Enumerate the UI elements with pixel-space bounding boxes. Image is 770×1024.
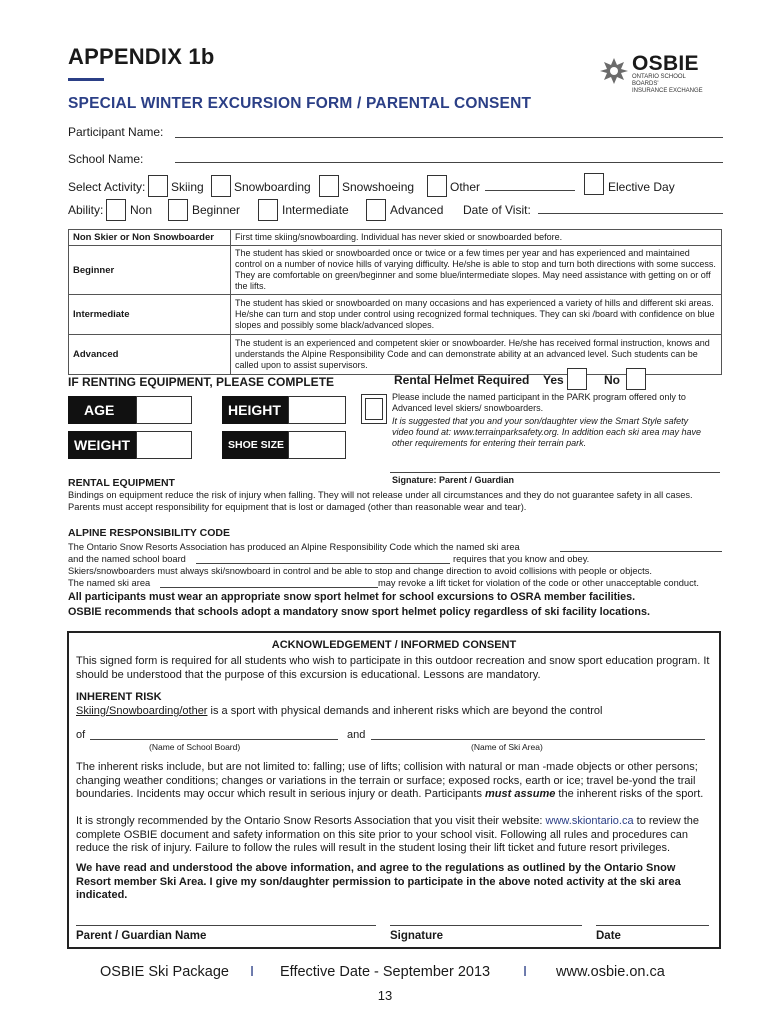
date-label: Date of Visit:: [463, 203, 531, 217]
ski-area-name-field[interactable]: [371, 739, 705, 740]
other-checkbox[interactable]: [427, 175, 447, 197]
footer-package: OSBIE Ski Package: [100, 964, 229, 980]
level-name: Intermediate: [69, 295, 231, 335]
alpine-line-2b: requires that you know and obey.: [453, 554, 590, 564]
height-label: HEIGHT: [222, 396, 288, 424]
shoe-size-label: SHOE SIZE: [222, 431, 288, 459]
table-row: [69, 246, 722, 295]
level-description: The student is an experienced and competent skier or snowboarder. He/she has received formal instruction, knows and understands the Alpine Responsibility Code and can demonstrate ability at an advanced level. Such students can be called upon to assist supervisors.: [231, 335, 722, 375]
parent-name-label: Parent / Guardian Name: [76, 930, 207, 942]
park-program-text: Please include the named participant in the PARK program offered only to Advanced level skiers/ snowboarders.: [392, 392, 686, 413]
weight-label: WEIGHT: [68, 431, 136, 459]
age-label: AGE: [68, 396, 136, 424]
skiing-label: Skiing: [171, 180, 204, 194]
ability-non-label: Non: [130, 203, 153, 217]
alpine-line-3: Skiers/snowboarders must always ski/snowboard in control and be able to stop and change direction to avoid collisions with people or objects.: [68, 566, 652, 576]
inherent-risk-rest: is a sport with physical demands and inherent risks which are beyond the control: [207, 705, 603, 717]
logo-subtitle: ONTARIO SCHOOL BOARDS' INSURANCE EXCHANGE: [632, 74, 703, 94]
helmet-label: Rental Helmet Required: [394, 373, 530, 387]
level-name: Beginner: [69, 246, 231, 295]
snowshoeing-label: Snowshoeing: [342, 180, 415, 194]
skiing-checkbox[interactable]: [148, 175, 168, 197]
alpine-line-4b: may revoke a lift ticket for violation of the code or other unacceptable conduct.: [378, 578, 699, 588]
alpine-code-heading: ALPINE RESPONSIBILITY CODE: [68, 527, 230, 539]
footer-effective-date: Effective Date - September 2013: [280, 964, 491, 980]
level-description: First time skiing/snowboarding. Individual has never skied or snowboarded before.: [231, 230, 722, 246]
renting-heading: IF RENTING EQUIPMENT, PLEASE COMPLETE: [68, 375, 335, 389]
ability-beginner-label: Beginner: [192, 203, 241, 217]
snowshoeing-checkbox[interactable]: [319, 175, 339, 197]
and-label: and: [347, 729, 366, 741]
date-label: Date: [596, 930, 621, 942]
snowboarding-label: Snowboarding: [234, 180, 311, 194]
height-field[interactable]: [288, 396, 346, 424]
rental-equipment-heading: RENTAL EQUIPMENT: [68, 477, 175, 489]
rental-equipment-text: Bindings on equipment reduce the risk of injury when falling. They will not release under all circumstances and they do not guarantee safety in all cases. Parents must accept responsibility for equipment that is lost or damaged (other than reasonable wear and tear).: [68, 490, 693, 512]
park-program-checkbox[interactable]: [361, 394, 387, 424]
recommendation-text: It is strongly recommended by the Ontario Snow Resorts Association that you visit their website: www.skiontario.ca to review the complete OSBIE document and safety information on this site prior to your school visit. Following all rules and procedures can reduce the risk of injury. Failure to follow the rules will result in the student losing their lift ticket and future resort privileges.: [76, 815, 700, 854]
participant-label: Participant Name:: [68, 125, 164, 139]
helmet-no-checkbox[interactable]: [626, 368, 646, 390]
form-title: SPECIAL WINTER EXCURSION FORM / PARENTAL CONSENT: [68, 95, 532, 112]
elective-day-label: Elective Day: [608, 180, 675, 194]
ability-non-checkbox[interactable]: [106, 199, 126, 221]
inherent-risks-text: The inherent risks include, but are not limited to: falling; use of lifts; collision with natural or man -made objects or other persons; changing weather conditions; changes or variations in the terrain or surface; exposed rocks, earth or ice; travel be-yond the trail boundaries. Incidents may occur which result in serious injury or death. Participants must assume the inherent risks of the sport.: [76, 761, 704, 800]
osbie-logo: [598, 52, 708, 92]
table-row: [69, 295, 722, 335]
helmet-yes-checkbox[interactable]: [567, 368, 587, 390]
level-name: Advanced: [69, 335, 231, 375]
consent-intro: This signed form is required for all students who wish to participate in this outdoor recreation and snow sport education program. It should be understood that the purpose of this excursion is educational. Lessons are mandatory.: [76, 655, 710, 681]
other-label: Other: [450, 180, 481, 194]
appendix-title: APPENDIX 1b: [68, 44, 215, 69]
date-field[interactable]: [596, 925, 709, 926]
level-description: The student has skied or snowboarded once or twice or a few times per year and has experienced and maintained control on a number of novice hills of varying difficulty. He/she is able to stop and turn both directions with some success. They are comfortable on green/beginner and some blue/intermediate slopes. May need assistance with getting on or off the lifts.: [231, 246, 722, 295]
school-board-caption: (Name of School Board): [149, 742, 241, 752]
ability-intermediate-checkbox[interactable]: [258, 199, 278, 221]
activity-underlined: Skiing/Snowboarding/other: [76, 705, 208, 717]
activity-label: Select Activity:: [68, 180, 146, 194]
inherent-risk-heading: INHERENT RISK: [76, 691, 162, 703]
footer-website[interactable]: www.osbie.on.ca: [556, 964, 665, 980]
logo-name: OSBIE: [632, 52, 699, 75]
alpine-line-2a: and the named school board: [68, 554, 186, 564]
footer-separator: I: [523, 964, 528, 980]
ability-label: Ability:: [68, 203, 104, 217]
snowboarding-checkbox[interactable]: [211, 175, 231, 197]
helmet-requirement-text: All participants must wear an appropriate snow sport helmet for school excursions to OSRA member facilities.: [68, 591, 636, 603]
park-safety-text: It is suggested that you and your son/daughter view the Smart Style safety video found at: www.terrainparksafety.org. In addition each ski area may have other requirements for entering their terrain park.: [392, 416, 702, 448]
of-label: of: [76, 729, 86, 741]
helmet-yes-label: Yes: [543, 373, 564, 387]
ability-level-table: [68, 229, 722, 375]
ability-intermediate-label: Intermediate: [282, 203, 349, 217]
inherent-risk-line: [76, 705, 716, 719]
other-activity-field[interactable]: [485, 190, 575, 191]
date-of-visit-field[interactable]: [538, 213, 723, 214]
helmet-no-label: No: [604, 373, 620, 387]
ability-beginner-checkbox[interactable]: [168, 199, 188, 221]
ability-advanced-label: Advanced: [390, 203, 444, 217]
school-board-field[interactable]: [196, 563, 450, 564]
signature-label: Signature: Parent / Guardian: [392, 475, 515, 485]
elective-day-checkbox[interactable]: [584, 173, 604, 195]
signature-field[interactable]: [390, 925, 582, 926]
school-board-name-field[interactable]: [90, 739, 338, 740]
participant-name-field[interactable]: [175, 137, 723, 138]
consent-heading: ACKNOWLEDGEMENT / INFORMED CONSENT: [271, 639, 517, 651]
alpine-line-4a: The named ski area: [68, 578, 151, 588]
informed-consent-box: [67, 631, 721, 949]
ability-advanced-checkbox[interactable]: [366, 199, 386, 221]
level-description: The student has skied or snowboarded on many occasions and has experienced a variety of hills and different ski areas. He/she can turn and stop under control using recognized formal techniques. They can ski /board with confidence on blue slopes and possibly some black/advanced slopes.: [231, 295, 722, 335]
school-name-field[interactable]: [175, 162, 723, 163]
title-underline: [68, 78, 104, 81]
parent-name-field[interactable]: [76, 925, 376, 926]
weight-field[interactable]: [136, 431, 192, 459]
named-ski-area-field[interactable]: [160, 587, 378, 588]
level-name: Non Skier or Non Snowboarder: [69, 230, 231, 246]
signature-label: Signature: [390, 930, 444, 942]
age-field[interactable]: [136, 396, 192, 424]
table-row: [69, 230, 722, 246]
helmet-policy-text: OSBIE recommends that schools adopt a mandatory snow sport helmet policy regardless of ski facility locations.: [68, 606, 650, 618]
school-label: School Name:: [68, 152, 144, 166]
skiontario-link[interactable]: www.skiontario.ca: [545, 815, 634, 827]
footer-separator: I: [250, 964, 255, 980]
table-row: [69, 335, 722, 375]
osbie-leaf-icon: [598, 56, 630, 86]
ski-area-caption: (Name of Ski Area): [471, 742, 543, 752]
ski-area-field[interactable]: [560, 551, 722, 552]
alpine-line-1: The Ontario Snow Resorts Association has produced an Alpine Responsibility Code which the named ski area: [68, 542, 520, 552]
shoe-size-field[interactable]: [288, 431, 346, 459]
page-number: 13: [377, 988, 393, 1003]
agreement-text: We have read and understood the above information, and agree to the regulations as outlined by the Ontario Snow Resort member Ski Area. I give my son/daughter permission to participate in the above noted activity at the ski area indicated.: [76, 862, 681, 901]
guardian-signature-field[interactable]: [390, 472, 720, 473]
